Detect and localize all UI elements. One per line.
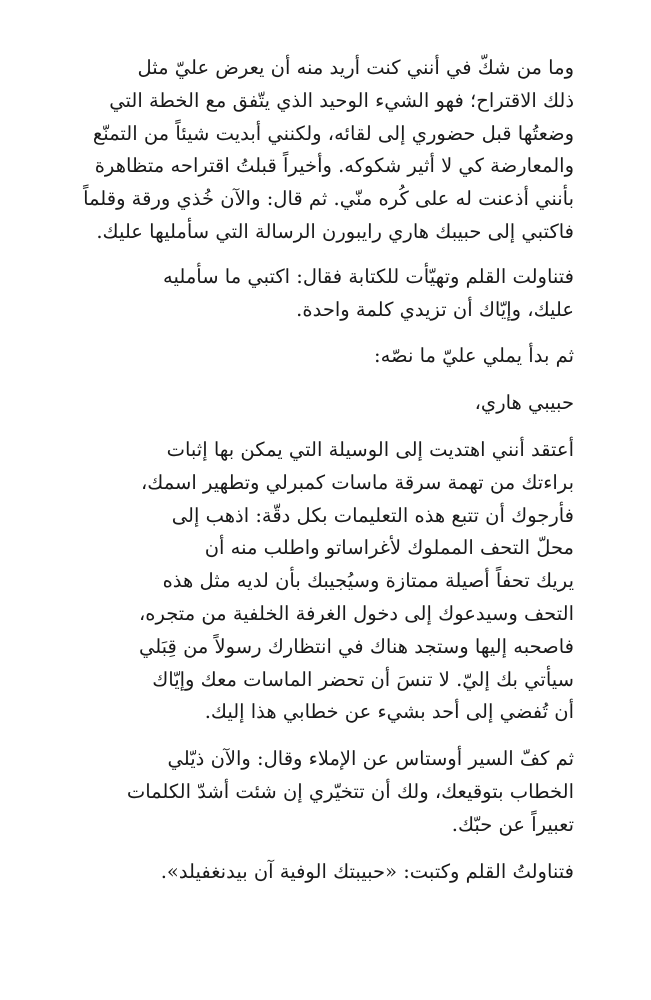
text-line: بأنني أذعنت له على كُره منّي. ثم قال: والآن خُذي ورقة وقلماً (83, 187, 574, 211)
text-line: عليك، وإيّاك أن تزيدي كلمة واحدة. (296, 297, 574, 321)
text-line: التحف وسيدعوك إلى دخول الغرفة الخلفية من متجره، (138, 601, 574, 625)
letter-body (53, 434, 598, 729)
text-line: وضعتُها قبل حضوري إلى لقائه، ولكنني أبديت شيئاً من التمنّع (92, 121, 574, 145)
paragraph-proposal (53, 52, 598, 249)
text-line: تعبيراً عن حبّك. (451, 812, 574, 836)
text-line: الخطاب بتوقيعك، ولك أن تتخيّري إن شئت أشدّ الكلمات (126, 779, 574, 803)
text-line: أن تُفضي إلى أحد بشيء عن خطابي هذا إليك. (204, 700, 574, 724)
text-line: فاصحبه إليها وستجد هناك في انتظارك رسولاً من قِبَلي (138, 634, 574, 658)
text-line: فتناولتُ القلم وكتبت: «حبيبتك الوفية آن بيدنغفيلد». (160, 859, 574, 883)
paragraph-signed (53, 856, 598, 889)
text-line: سيأتي بك إليّ. لا تنسَ أن تحضر الماسات معك وإيّاك (152, 667, 574, 691)
text-line: والمعارضة كي لا أثير شكوكه. وأخيراً قبلتُ اقتراحه متظاهرة (94, 154, 574, 178)
text-line: ثم كفّ السير أوستاس عن الإملاء وقال: والآن ذيّلي (167, 747, 574, 771)
paragraph-pen-ready (53, 261, 598, 327)
text-line: محلّ التحف المملوك لأغراساتو واطلب منه أن (204, 536, 574, 560)
text-line: حبيبي هاري، (474, 391, 574, 415)
text-line: براءتك من تهمة سرقة ماسات كمبرلي وتطهير اسمك، (141, 470, 574, 494)
text-line: فاكتبي إلى حبيبك هاري رايبورن الرسالة التي سأمليها عليك. (96, 219, 574, 243)
text-line: ذلك الاقتراح؛ فهو الشيء الوحيد الذي يتّفق مع الخطة التي (109, 88, 574, 112)
text-line: وما من شكّ في أنني كنت أريد منه أن يعرض عليّ مثل (137, 56, 574, 79)
text-line: فأرجوك أن تتبع هذه التعليمات بكل دقّة: اذهب إلى (171, 503, 574, 527)
paragraph-signature-request (53, 743, 598, 841)
text-line: فتناولت القلم وتهيّأت للكتابة فقال: اكتبي ما سأمليه (163, 264, 574, 288)
text-line: يريك تحفاً أصيلة ممتازة وسيُجيبك بأن لديه مثل هذه (162, 569, 574, 593)
paragraph-dictation-start (53, 340, 598, 373)
text-line: أعتقد أنني اهتديت إلى الوسيلة التي يمكن بها إثبات (166, 437, 574, 461)
letter-salutation (53, 387, 598, 420)
text-line: ثم بدأ يملي عليّ ما نصّه: (374, 344, 574, 368)
